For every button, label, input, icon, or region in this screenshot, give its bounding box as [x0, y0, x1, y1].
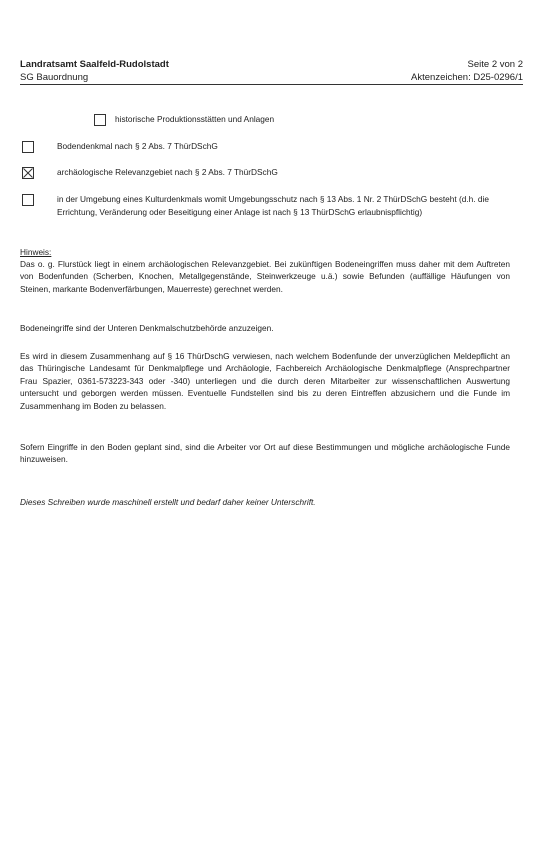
note-paragraph-2: Bodeneingriffe sind der Unteren Denkmalschutzbehörde anzuzeigen.	[20, 323, 274, 333]
checkbox-label-historical-production-sites: historische Produktionsstätten und Anlagen	[115, 114, 275, 124]
checkbox-archaeological-relevance-area[interactable]	[22, 167, 34, 179]
note-paragraph-1: Das o. g. Flurstück liegt in einem archäologischen Relevanzgebiet. Bei zukünftigen Bodeneingriffen muss daher mit dem Auftreten von Bodenfunden (Scherben, Knochen, Metallgegenstände, Steinwerkzeuge u.ä.) sowie Befunden (auffällige Häufungen von Steinen, markante Bodenverfärbungen, Mauerreste) gerechnet werden.	[20, 259, 510, 294]
header-divider	[20, 84, 523, 85]
checkbox-surroundings-cultural-monument[interactable]	[22, 194, 34, 206]
file-reference: Aktenzeichen: D25-0296/1	[411, 72, 523, 83]
checkbox-label-surroundings-cultural-monument: in der Umgebung eines Kulturdenkmals womit Umgebungsschutz nach § 13 Abs. 1 Nr. 2 ThürDSchG besteht (d.h. die Errichtung, Veränderung oder Beseitigung einer Anlage ist nach § 13 ThürDSchG erlaubnispflichtig)	[57, 194, 489, 217]
check-cross-icon	[23, 168, 33, 178]
page-number: Seite 2 von 2	[467, 59, 523, 70]
note-heading: Hinweis:	[20, 247, 52, 257]
note-paragraph-4: Sofern Eingriffe in den Boden geplant sind, sind die Arbeiter vor Ort auf diese Bestimmungen und mögliche archäologische Funde hinzuweisen.	[20, 442, 510, 465]
checkbox-historical-production-sites[interactable]	[94, 114, 106, 126]
letterhead-sender	[20, 58, 169, 84]
checkbox-label-archaeological-relevance-area: archäologische Relevanzgebiet nach § 2 Abs. 7 ThürDSchG	[57, 167, 278, 177]
checkbox-label-ground-monument: Bodendenkmal nach § 2 Abs. 7 ThürDSchG	[57, 141, 218, 151]
machine-generated-note: Dieses Schreiben wurde maschinell erstellt und bedarf daher keiner Unterschrift.	[20, 497, 316, 507]
authority-name: Landratsamt Saalfeld-Rudolstadt	[20, 59, 169, 70]
checkbox-ground-monument[interactable]	[22, 141, 34, 153]
department-name: SG Bauordnung	[20, 72, 89, 83]
letterhead-reference	[411, 58, 523, 84]
note-paragraph-3: Es wird in diesem Zusammenhang auf § 16 ThürDschG verwiesen, nach welchem Bodenfunde der unverzüglichen Meldepflicht an das Thüringische Landesamt für Denkmalpflege und Archäologie, Fachbereich Archäologische Denkmalpflege (Ansprechpartner Frau Spazier, 0361-573223-343 oder -340) unterliegen und die durch deren Mitarbeiter zur wissenschaftlichen Auswertung untersucht und geborgen werden müssen. Eventuelle Fundstellen sind bis zu deren Eintreffen abzusichern und die Funde im Zusammenhang im Boden zu belassen.	[20, 351, 510, 411]
